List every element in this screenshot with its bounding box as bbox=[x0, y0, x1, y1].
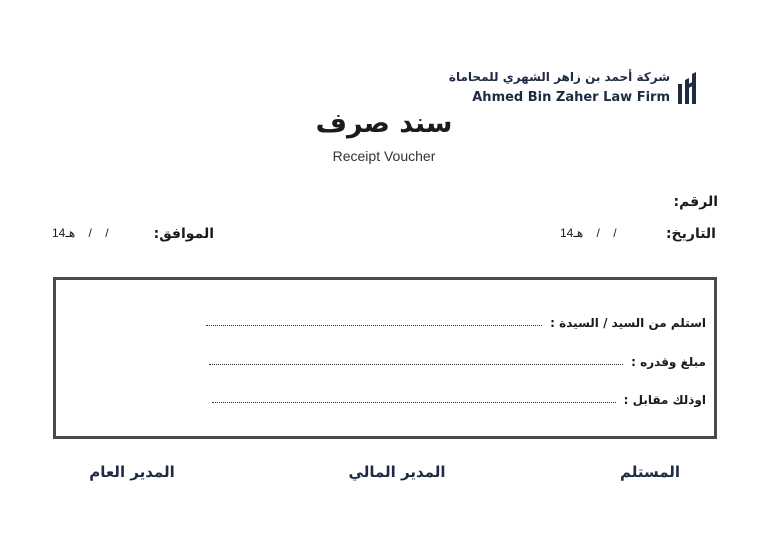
date-label: التاريخ: bbox=[665, 226, 716, 242]
corresponding-date-placeholder: 14هـ / / bbox=[52, 226, 109, 240]
firm-name-english: Ahmed Bin Zaher Law Firm bbox=[472, 90, 670, 105]
for-line[interactable] bbox=[212, 402, 616, 403]
firm-name-arabic: شركة أحمد بن زاهر الشهري للمحاماة bbox=[448, 70, 670, 84]
law-firm-logo-icon bbox=[676, 72, 700, 106]
signature-finance-manager: المدير المالي bbox=[348, 463, 446, 481]
received-from-line[interactable] bbox=[206, 325, 542, 326]
voucher-title-english: Receipt Voucher bbox=[332, 148, 436, 164]
received-from-row bbox=[206, 310, 706, 330]
received-from-label: استلم من السيد / السيدة : bbox=[550, 316, 706, 330]
voucher-title-arabic: سند صرف bbox=[315, 108, 453, 139]
amount-row bbox=[209, 349, 706, 369]
corresponding-date-label: الموافق: bbox=[153, 226, 214, 242]
amount-line[interactable] bbox=[209, 364, 623, 365]
voucher-details-box bbox=[53, 277, 717, 439]
for-label: اوذلك مقابل : bbox=[623, 393, 706, 407]
signature-recipient: المستلم bbox=[619, 463, 681, 481]
number-label: الرقم: bbox=[673, 194, 718, 210]
amount-label: مبلغ وقدره : bbox=[631, 355, 706, 369]
signature-general-manager: المدير العام bbox=[89, 463, 175, 481]
hijri-date-placeholder: 14هـ / / bbox=[560, 226, 617, 240]
for-row bbox=[212, 387, 706, 407]
